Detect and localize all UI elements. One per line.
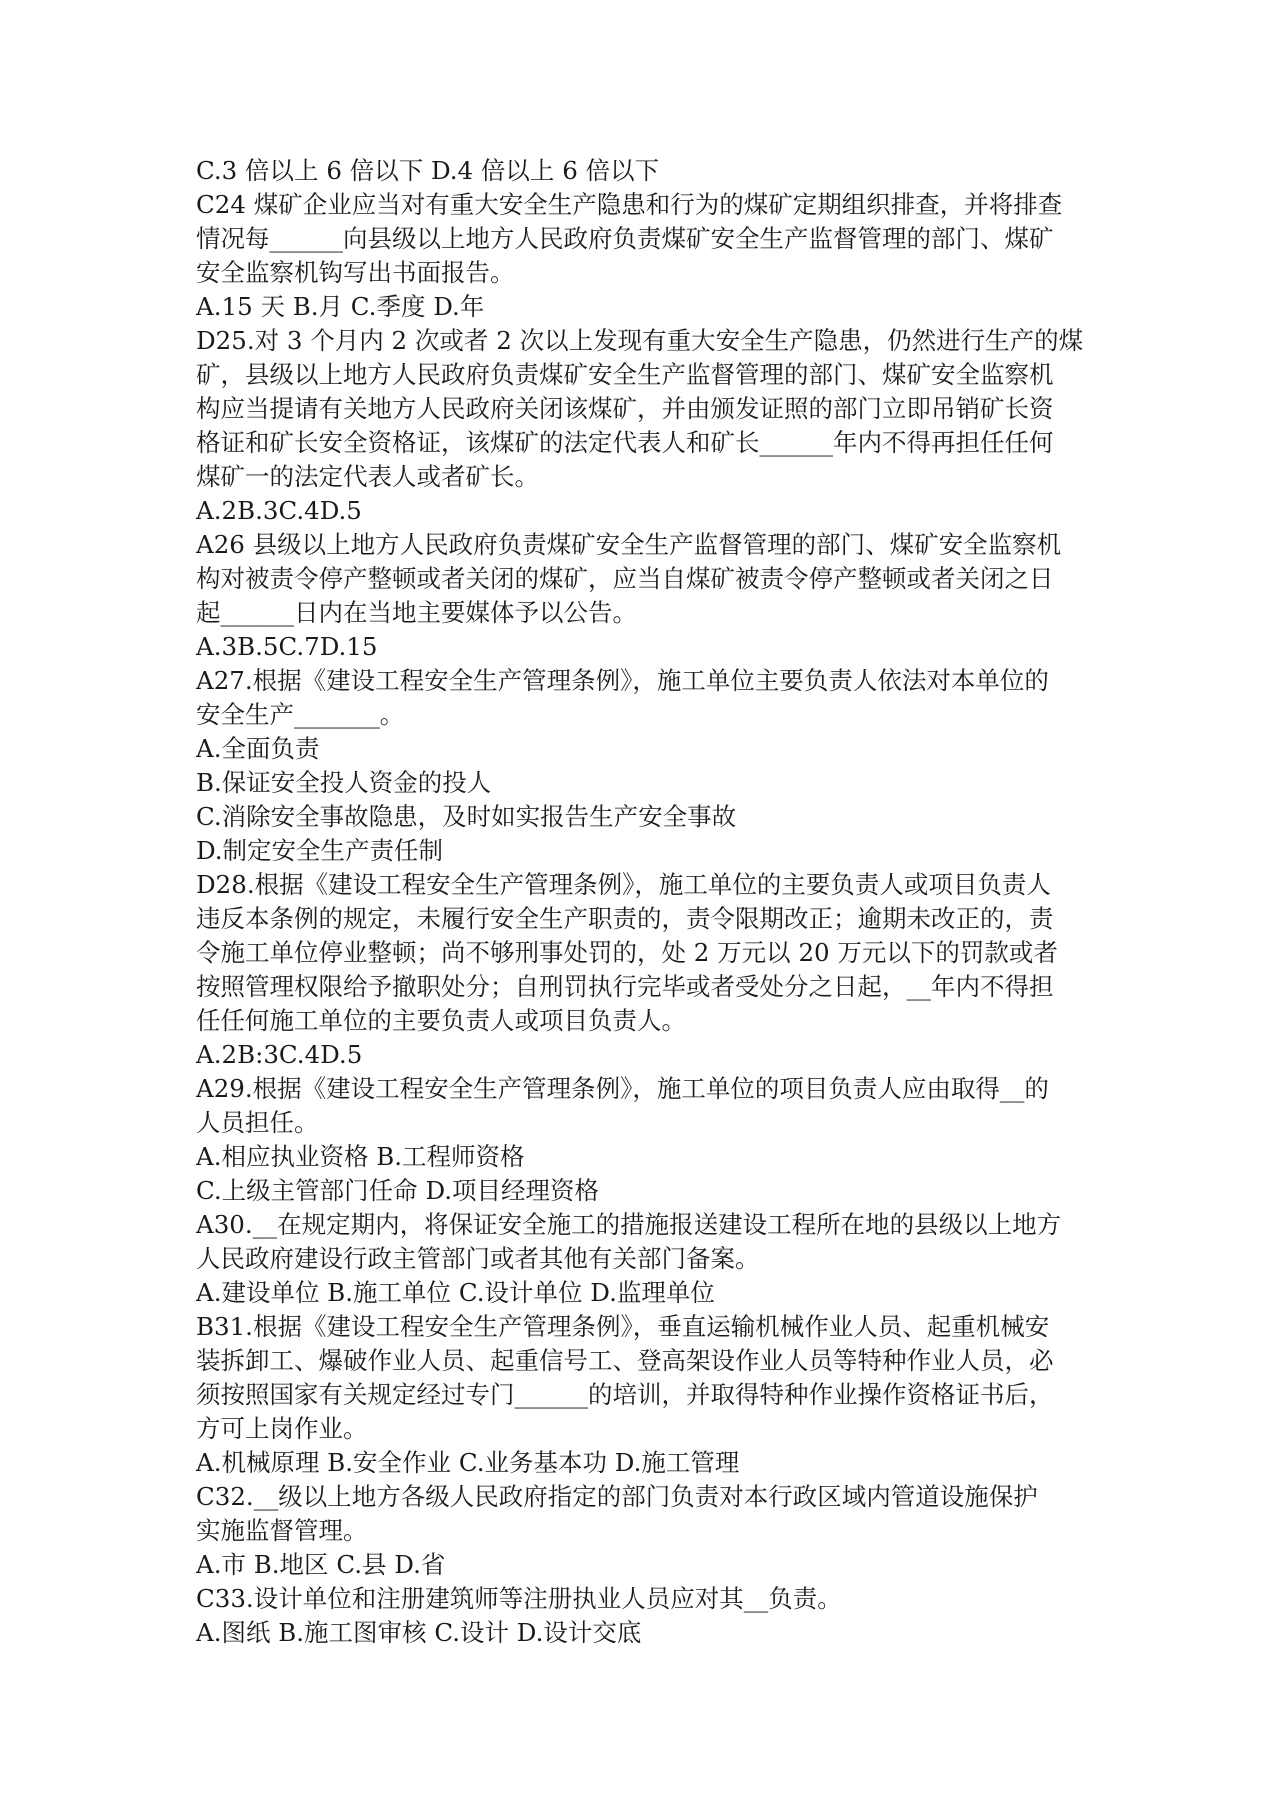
options-line: A.全面负责 xyxy=(196,734,320,763)
text-line: 装拆卸工、爆破作业人员、起重信号工、登高架设作业人员等特种作业人员，必 xyxy=(196,1346,1054,1375)
text-line: 安全生产_______。 xyxy=(196,700,405,729)
question-line: C33.设计单位和注册建筑师等注册执业人员应对其__负责。 xyxy=(196,1584,842,1613)
text-line: 构应当提请有关地方人民政府关闭该煤矿，并由颁发证照的部门立即吊销矿长资 xyxy=(196,394,1054,423)
options-line: D.制定安全生产责任制 xyxy=(196,836,444,865)
question-line: B31.根据《建设工程安全生产管理条例》，垂直运输机械作业人员、起重机械安 xyxy=(196,1312,1050,1341)
text-line: 煤矿一的法定代表人或者矿长。 xyxy=(196,462,539,491)
text-line: 人民政府建设行政主管部门或者其他有关部门备案。 xyxy=(196,1244,760,1273)
text-line: 任任何施工单位的主要负责人或项目负责人。 xyxy=(196,1006,686,1035)
text-line: 安全监察机钩写出书面报告。 xyxy=(196,258,515,287)
text-line: 人员担任。 xyxy=(196,1108,319,1137)
options-line: B.保证安全投人资金的投人 xyxy=(196,768,492,797)
question-line: A29.根据《建设工程安全生产管理条例》，施工单位的项目负责人应由取得__的 xyxy=(196,1074,1049,1103)
question-line: C24 煤矿企业应当对有重大安全生产隐患和行为的煤矿定期组织排查，并将排查 xyxy=(196,190,1063,219)
options-line: A.相应执业资格 B.工程师资格 xyxy=(196,1142,525,1171)
options-line: A.图纸 B.施工图审核 C.设计 D.设计交底 xyxy=(196,1618,642,1647)
options-line: C.消除安全事故隐患，及时如实报告生产安全事故 xyxy=(196,802,737,831)
options-line: A.2B.3C.4D.5 xyxy=(196,496,362,525)
question-line: A27.根据《建设工程安全生产管理条例》，施工单位主要负责人依法对本单位的 xyxy=(196,666,1049,695)
text-line: 构对被责令停产整顿或者关闭的煤矿，应当自煤矿被责令停产整顿或者关闭之日 xyxy=(196,564,1054,593)
text-line: 按照管理权限给予撤职处分；自刑罚执行完毕或者受处分之日起，__年内不得担 xyxy=(196,972,1054,1001)
text-line: 格证和矿长安全资格证，该煤矿的法定代表人和矿长______年内不得再担任任何 xyxy=(196,428,1054,457)
options-line: A.2B:3C.4D.5 xyxy=(196,1040,363,1069)
text-line: 矿，县级以上地方人民政府负责煤矿安全生产监督管理的部门、煤矿安全监察机 xyxy=(196,360,1054,389)
options-line: C.上级主管部门任命 D.项目经理资格 xyxy=(196,1176,600,1205)
text-line: 起______日内在当地主要媒体予以公告。 xyxy=(196,598,637,627)
text-line: 须按照国家有关规定经过专门______的培训，并取得特种作业操作资格证书后， xyxy=(196,1380,1054,1409)
text-line: 令施工单位停业整顿；尚不够刑事处罚的，处 2 万元以 20 万元以下的罚款或者 xyxy=(196,938,1058,967)
question-line: A26 县级以上地方人民政府负责煤矿安全生产监督管理的部门、煤矿安全监察机 xyxy=(196,530,1062,559)
document-page xyxy=(196,154,1096,1650)
question-line: D25.对 3 个月内 2 次或者 2 次以上发现有重大安全生产隐患，仍然进行生产的煤 xyxy=(196,326,1084,355)
options-line: A.机械原理 B.安全作业 C.业务基本功 D.施工管理 xyxy=(196,1448,740,1477)
options-line: A.建设单位 B.施工单位 C.设计单位 D.监理单位 xyxy=(196,1278,715,1307)
text-line: 违反本条例的规定，未履行安全生产职责的，责令限期改正；逾期未改正的，责 xyxy=(196,904,1054,933)
options-line: A.3B.5C.7D.15 xyxy=(196,632,378,661)
text-line: 方可上岗作业。 xyxy=(196,1414,368,1443)
options-line: A.市 B.地区 C.县 D.省 xyxy=(196,1550,446,1579)
question-line: A30.__在规定期内，将保证安全施工的措施报送建设工程所在地的县级以上地方 xyxy=(196,1210,1062,1239)
text-line: C.3 倍以上 6 倍以下 D.4 倍以上 6 倍以下 xyxy=(196,156,660,185)
options-line: A.15 天 B.月 C.季度 D.年 xyxy=(196,292,485,321)
text-line: 实施监督管理。 xyxy=(196,1516,368,1545)
text-line: 情况每______向县级以上地方人民政府负责煤矿安全生产监督管理的部门、煤矿 xyxy=(196,224,1054,253)
question-line: D28.根据《建设工程安全生产管理条例》，施工单位的主要负责人或项目负责人 xyxy=(196,870,1051,899)
question-line: C32.__级以上地方各级人民政府指定的部门负责对本行政区域内管道设施保护 xyxy=(196,1482,1038,1511)
